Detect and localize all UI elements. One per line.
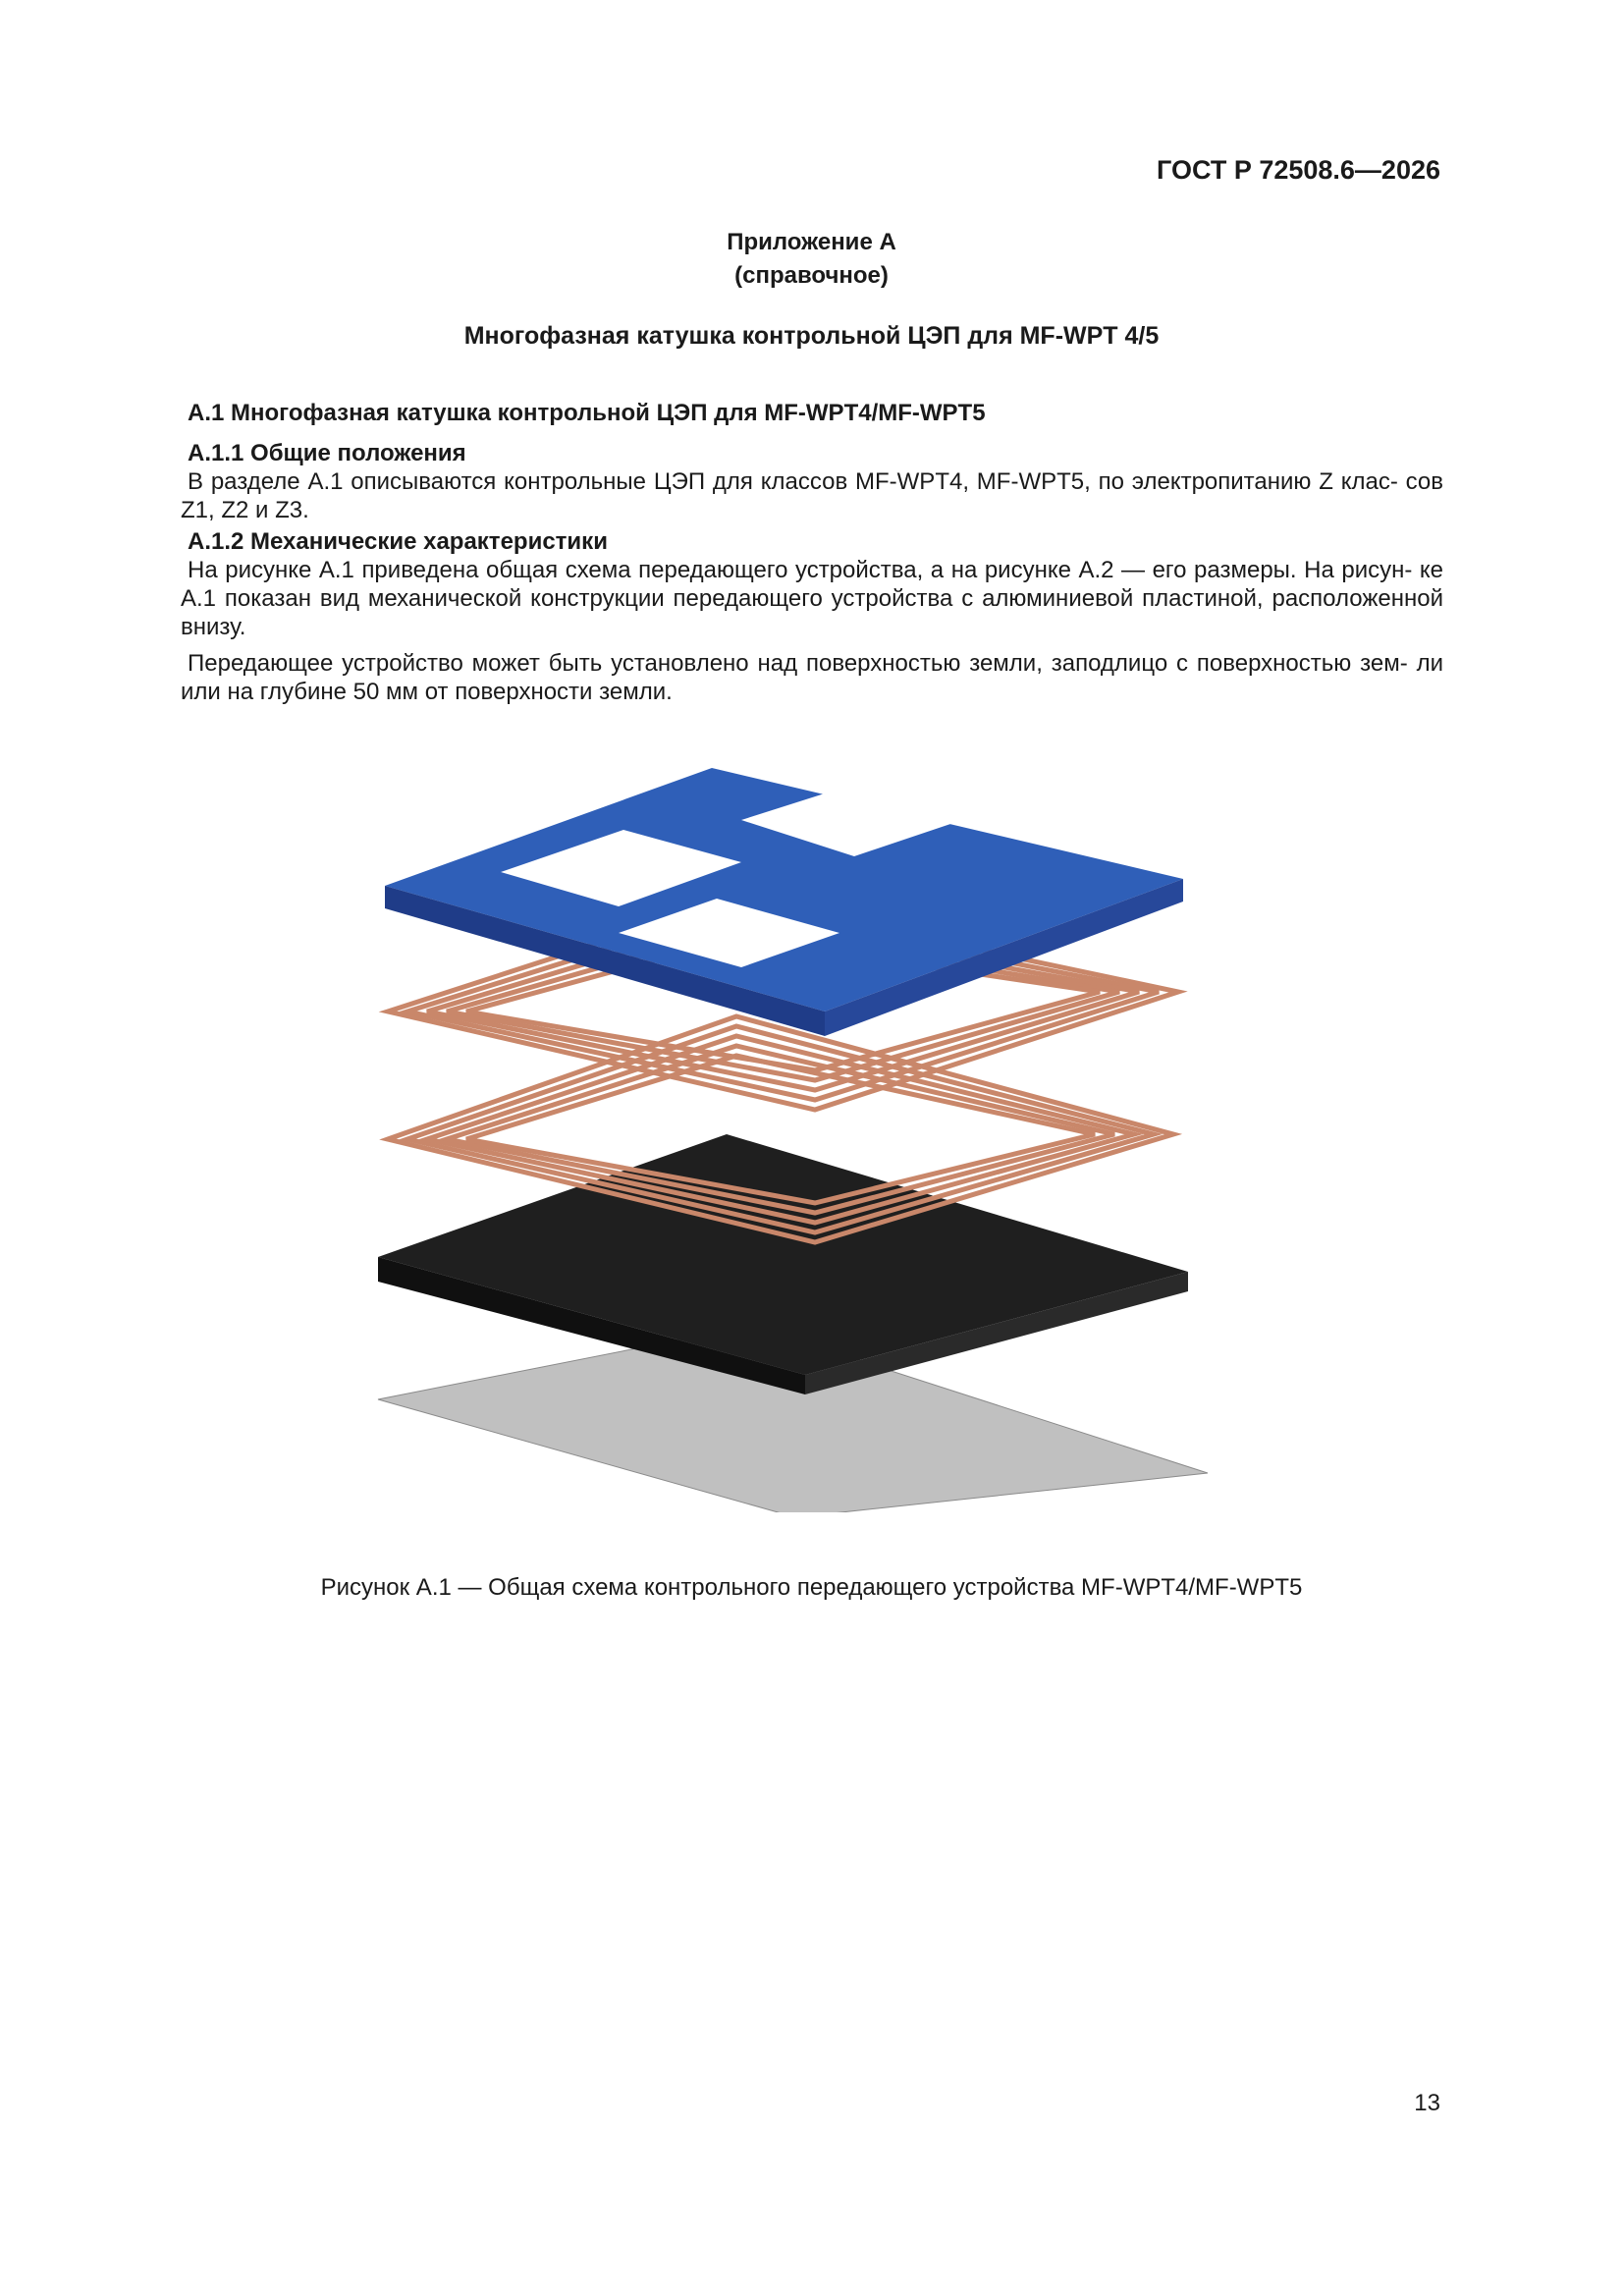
section-a12-paragraph-1: На рисунке А.1 приведена общая схема передающего устройства, а на рисунке А.2 — его размеры. На рисун- ке А.1 показан вид механической конструкции передающего устройства с алюминиевой пластиной, расположенной внизу. [181, 557, 1443, 640]
annex-number: Приложение А [727, 229, 896, 255]
section-a11-title: А.1.1 Общие положения [188, 440, 466, 466]
section-a12-paragraph-2: Передающее устройство может быть установлено над поверхностью земли, заподлицо с поверхностью зем- ли или на глубине 50 мм от поверхности земли. [181, 650, 1443, 705]
annex-status: (справочное) [734, 262, 889, 289]
figure-a1-coil-exploded-view [363, 746, 1227, 1512]
section-a1-title: А.1 Многофазная катушка контрольной ЦЭП для MF-WPT4/MF-WPT5 [188, 400, 986, 426]
coil-illustration [363, 746, 1227, 1512]
section-a11-text: В разделе А.1 описываются контрольные ЦЭП для классов MF-WPT4, MF-WPT5, по электропитанию Z клас- сов Z1, Z2 и Z3. [181, 468, 1443, 523]
page-number: 13 [1414, 2090, 1440, 2116]
figure-caption: Рисунок А.1 — Общая схема контрольного передающего устройства MF-WPT4/MF-WPT5 [320, 1574, 1303, 1601]
annex-label [0, 226, 1623, 293]
ferrite-layer-top [378, 1134, 1188, 1375]
section-a12-title: А.1.2 Механические характеристики [188, 528, 608, 555]
annex-title: Многофазная катушка контрольной ЦЭП для MF-WPT 4/5 [463, 322, 1160, 350]
lower-copper-coil [388, 1016, 1173, 1242]
standard-number: ГОСТ Р 72508.6—2026 [1157, 155, 1440, 185]
